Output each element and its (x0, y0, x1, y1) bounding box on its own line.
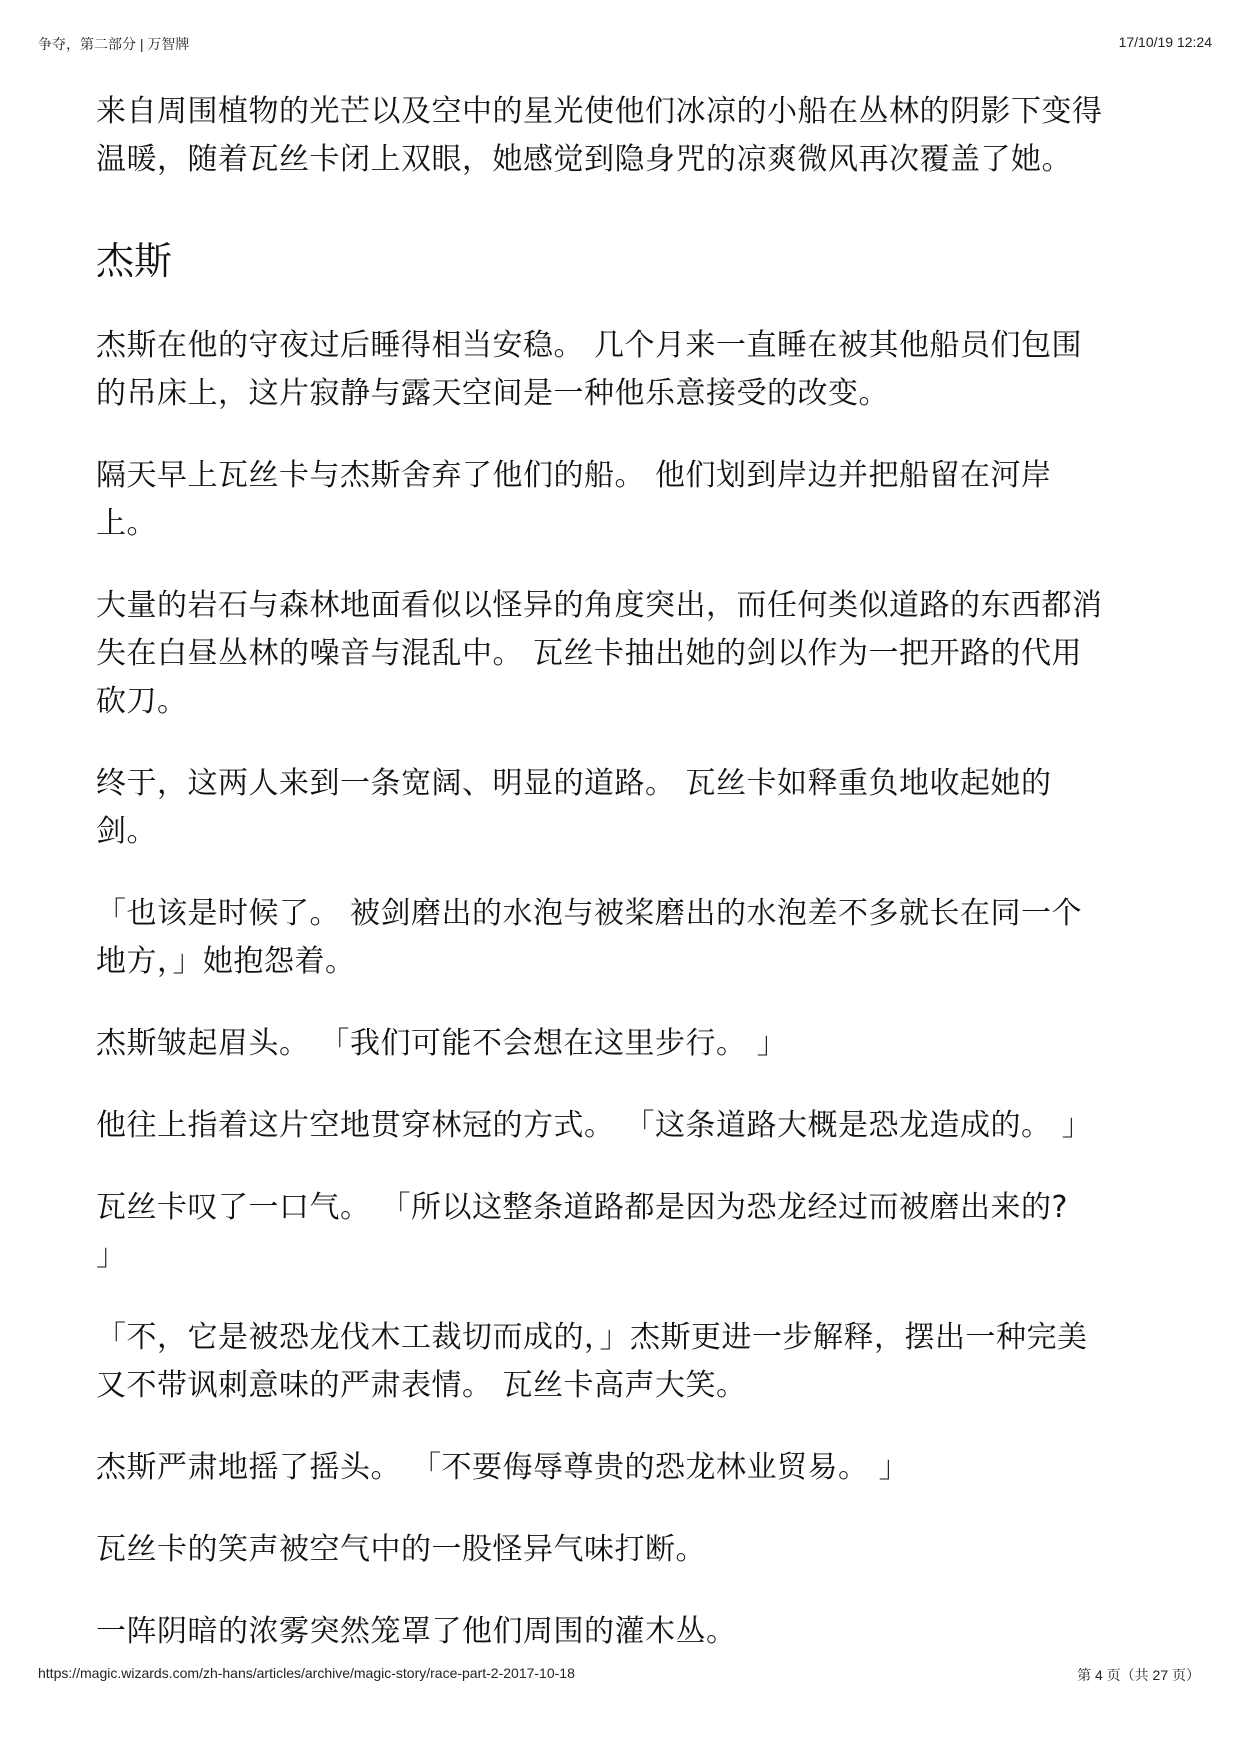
paragraph: 「也该是时候了。 被剑磨出的水泡与被桨磨出的水泡差不多就长在同一个 地方，」她抱怨着。 (96, 896, 1083, 979)
paragraph: 瓦丝卡叹了一口气。 「所以这整条道路都是因为恐龙经过而被磨出来的? 」 (96, 1190, 1068, 1273)
paragraph: 大量的岩石与森林地面看似以怪异的角度突出，而任何类似道路的东西都消 失在白昼丛林的噪音与混乱中。 瓦丝卡抽出她的剑以作为一把开路的代用 砍刀。 (96, 588, 1103, 719)
paragraph: 一阵阴暗的浓雾突然笼罩了他们周围的灌木丛。 (96, 1614, 737, 1649)
section-heading: 杰斯 (96, 239, 173, 283)
paragraph: 瓦丝卡的笑声被空气中的一股怪异气味打断。 (96, 1532, 706, 1567)
print-datetime: 17/10/19 12:24 (1118, 34, 1212, 50)
intro-paragraph: 来自周围植物的光芒以及空中的星光使他们冰凉的小船在丛林的阴影下变得 温暖，随着瓦丝卡闭上双眼，她感觉到隐身咒的凉爽微风再次覆盖了她。 (96, 94, 1103, 177)
page-url: https://magic.wizards.com/zh-hans/articles/archive/magic-story/race-part-2-2017-10-18 (38, 1665, 575, 1681)
paragraph: 他往上指着这片空地贯穿林冠的方式。 「这条道路大概是恐龙造成的。 」 (96, 1108, 1093, 1143)
print-footer (0, 1665, 1240, 1685)
page-title: 争夺，第二部分 | 万智牌 (38, 36, 190, 52)
print-header (0, 34, 1240, 54)
article-body (96, 88, 1156, 1690)
page-number: 第 4 页（共 27 页） (1077, 1667, 1200, 1683)
paragraph: 杰斯严肃地摇了摇头。 「不要侮辱尊贵的恐龙林业贸易。 」 (96, 1450, 910, 1485)
paragraph: 「不，它是被恐龙伐木工裁切而成的，」杰斯更进一步解释，摆出一种完美 又不带讽刺意味的严肃表情。 瓦丝卡高声大笑。 (96, 1320, 1088, 1403)
paragraph: 杰斯在他的守夜过后睡得相当安稳。 几个月来一直睡在被其他船员们包围 的吊床上，这片寂静与露天空间是一种他乐意接受的改变。 (96, 328, 1083, 411)
paragraph: 隔天早上瓦丝卡与杰斯舍弃了他们的船。 他们划到岸边并把船留在河岸 上。 (96, 458, 1052, 541)
paragraph: 杰斯皱起眉头。 「我们可能不会想在这里步行。 」 (96, 1026, 788, 1061)
paragraph: 终于，这两人来到一条宽阔、明显的道路。 瓦丝卡如释重负地收起她的 剑。 (96, 766, 1052, 849)
